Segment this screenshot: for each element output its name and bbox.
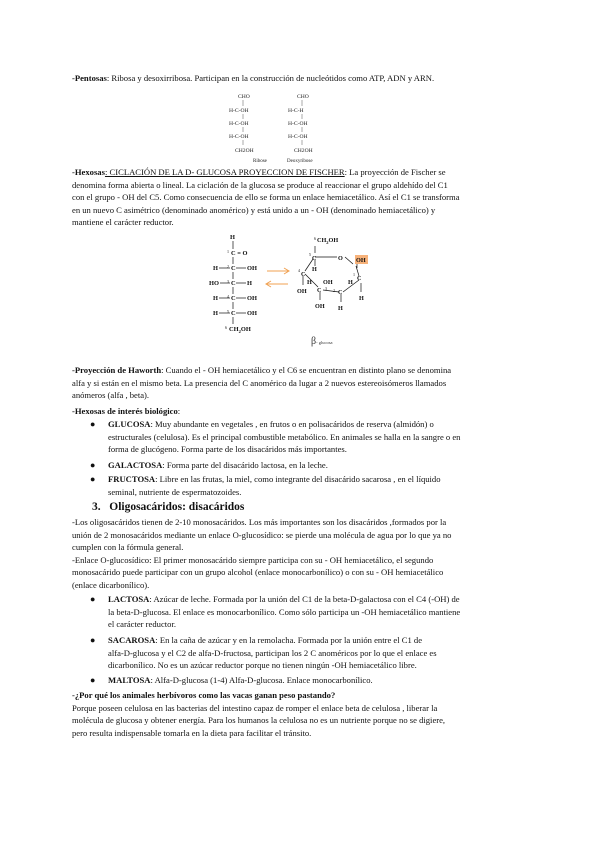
oligo-line-5: (enlace dicarbonílico).	[72, 579, 150, 590]
fischer-bottom-sub: 2	[238, 329, 241, 334]
sacarosa-line-0: : En la caña de azúcar y en la remolacha. Formada por la unión entre el C1 de	[155, 635, 423, 645]
haworth-line-0: : Cuando el - OH hemiacetálico y el C6 se encuentran en distinto plano se denomina	[161, 365, 452, 375]
ribose-line-0: CHO	[238, 94, 250, 100]
fischer-top-h: H	[230, 234, 235, 241]
fischer-num-2: 2	[227, 264, 229, 269]
list-item-maltosa	[108, 674, 524, 687]
fischer-row2-c: C	[231, 295, 236, 302]
glucosa-line-2: forma de glucógeno. Forma parte de los disacáridos más importantes.	[108, 444, 347, 454]
fischer-num-6: 6	[225, 325, 227, 330]
fischer-row1-right: H	[247, 280, 252, 287]
section-3-heading	[92, 500, 244, 514]
galactosa-term: GALACTOSA	[108, 460, 163, 470]
fructosa-line-0: : Libre en las frutas, la miel, como integrante del disacárido sacarosa , en el líquido	[155, 474, 441, 484]
fischer-bottom	[229, 326, 251, 334]
bullet-glucosa: ●	[90, 419, 96, 429]
deoxyribose-line-2: H-C-OH	[288, 121, 308, 127]
beta-glucose-label	[311, 336, 332, 347]
bullet-fructosa: ●	[90, 474, 96, 484]
haworth-paragraph	[72, 364, 532, 402]
ring-c2: C	[338, 289, 343, 296]
question-label: -¿Por qué los animales herbívoros como las vacas ganan peso pastando?	[72, 690, 336, 700]
ring-num-6: 6	[314, 236, 316, 241]
ring-num-2: 2	[333, 288, 335, 293]
lactosa-term: LACTOSA	[108, 594, 150, 604]
bullet-lactosa: ●	[90, 594, 96, 604]
ring-h-3: H	[359, 295, 364, 302]
lactosa-line-0: : Azúcar de leche. Formada por la unión del C1 de la beta-D-galactosa con el C4 (-OH) de	[149, 594, 460, 604]
lactosa-line-1: la beta-D-glucosa. El enlace es monocarbonílico. Como sólo participa un -OH hemiacetálico mantiene	[108, 606, 461, 617]
hexosas-interes-tail: :	[177, 406, 181, 416]
beta-word: - glucosa	[316, 340, 333, 345]
ring-h-4: H	[338, 305, 343, 312]
fructosa-line-1: seminal, nutriente de espermatozoides.	[108, 486, 242, 497]
bullet-maltosa: ●	[90, 675, 96, 685]
ring-num-3: 3	[325, 286, 327, 291]
hexosas-line-2: con el grupo - OH del C5. Como consecuencia de ello se forma un enlace hemiacetálico. Así el C1 se transforma	[72, 192, 460, 202]
hexosas-title: : CICLACIÓN DE LA D- GLUCOSA PROYECCION DE FISCHER	[104, 167, 345, 177]
hexosas-line-1: denomina forma abierta o lineal. La ciclación de la glucosa se produce al reaccionar el grupo aldehído del C1	[72, 179, 448, 190]
galactosa-line-0: : Forma parte del disacárido lactosa, en la leche.	[162, 460, 328, 470]
hexosas-label: -Hexosas	[72, 167, 105, 177]
list-item-glucosa	[108, 418, 524, 456]
fischer-row3-c: C	[231, 310, 236, 317]
oligo-line-3: -Enlace O-glucosídico: El primer monosacárido siempre participa con su - OH hemiacetálico, el segundo	[72, 554, 434, 565]
oligo-line-2: cumplen con la fórmula general.	[72, 542, 184, 552]
fischer-row2-left: H	[213, 295, 218, 302]
ring-oh-highlight-text: OH	[356, 257, 366, 264]
ring-oh-2: OH	[315, 303, 325, 310]
section-3-number: 3.	[92, 501, 101, 513]
fischer-num-3: 3	[227, 279, 229, 284]
ribose-deoxyribose-figure	[222, 90, 342, 170]
section-3-title: Oligosacáridos: disacáridos	[109, 501, 245, 513]
haworth-line-1: alfa y si están en el mismo beta. La presencia del C anomérico da lugar a 2 nuevos estereoisómeros llamados	[72, 377, 447, 388]
haworth-label: -Proyección de Haworth	[72, 365, 162, 375]
pentosas-label: -Pentosas	[72, 73, 107, 83]
oligosacaridos-paragraph	[72, 516, 532, 591]
ring-h-2: H	[348, 279, 353, 286]
bullet-galactosa: ●	[90, 460, 96, 470]
sacarosa-line-1: alfa-D-glucosa y el C2 de alfa-D-fructosa, participan los 2 C anoméricos por lo que el enlace es	[108, 647, 437, 658]
deoxyribose-line-3: H-C-OH	[288, 134, 308, 140]
ring-c1: C	[357, 275, 362, 282]
oligo-line-1: unión de 2 monosacáridos mediante un enlace O-glucosídico: se pierde una molécula de agua por lo que ya no	[72, 529, 452, 540]
ring-num-4: 4	[298, 268, 300, 273]
fischer-row0-left: H	[213, 265, 218, 272]
question-line-0: Porque poseen celulosa en las bacterias del intestino capaz de romper el enlace beta de celulosa , liberar la	[72, 702, 438, 713]
bullet-sacarosa: ●	[90, 635, 96, 645]
hexosas-paragraph	[72, 166, 532, 229]
oligo-line-0: -Los oligosacáridos tienen de 2-10 monosacáridos. Los más importantes son los disacáridos ,formados por la	[72, 517, 447, 527]
ring-c5: C	[312, 255, 317, 262]
hexosas-line-4: mantiene el carácter reductor.	[72, 217, 174, 227]
pentosas-text: : Ribosa y desoxirribosa. Participan en la construcción de nucleótidos como ATP, ADN y ARN.	[106, 73, 435, 83]
question-line-2: pero resulta indispensable tomarla en la dieta para facilitar el tránsito.	[72, 727, 312, 738]
fructosa-term: FRUCTOSA	[108, 474, 156, 484]
lactosa-line-2: el carácter reductor.	[108, 619, 176, 629]
fischer-row2-right: OH	[247, 295, 257, 302]
list-item-galactosa	[108, 459, 524, 472]
fischer-bottom-oh: OH	[240, 326, 251, 333]
deoxyribose-label: Deoxyribose	[287, 159, 313, 164]
ring-c4: C	[301, 271, 306, 278]
fischer-row1-left: HO	[209, 280, 219, 287]
sacarosa-line-2: dicarbonílico. No es un azúcar reductor porque no tienen ningún -OH hemiacetálico libre.	[108, 660, 417, 670]
ring-ch2oh-ch: CH	[317, 237, 327, 244]
ring-oh-0: OH	[297, 288, 307, 295]
fischer-row1-c: C	[231, 280, 236, 287]
fischer-bottom-ch: CH	[229, 326, 239, 333]
ring-ch2oh-oh: OH	[328, 237, 339, 244]
list-item-lactosa	[108, 593, 524, 631]
glucosa-line-1: estructurales (celulosa). Es el principal combustible metabólico. En animales se halla en la sangre o en	[108, 431, 461, 442]
oligo-line-4: monosacárido puede participar con un grupo alcohol (enlace monocarbonílico) o con su - OH hemiacetálico	[72, 567, 444, 577]
fischer-row3-right: OH	[247, 310, 257, 317]
haworth-line-2: anómeros (alfa , beta).	[72, 390, 150, 400]
pentosas-paragraph	[72, 72, 532, 85]
ring-oxygen: O	[338, 255, 343, 262]
hexosas-line-0: : La proyección de Fischer se	[344, 167, 446, 177]
fischer-c1: C = O	[231, 250, 248, 257]
ring-ch2oh-sub: 2	[326, 240, 329, 245]
ribose-line-3: H-C-OH	[229, 134, 249, 140]
ribose-line-1: H-C-OH	[229, 108, 249, 114]
ring-h-0: H	[312, 266, 317, 273]
ring-num-5: 5	[309, 252, 311, 257]
deoxyribose-line-0: CHO	[297, 94, 309, 100]
deoxyribose-line-1: H-C-H	[288, 108, 304, 114]
sacarosa-term: SACAROSA	[108, 635, 156, 645]
fischer-num-4: 4	[227, 294, 229, 299]
glucosa-line-0: : Muy abundante en vegetales , en frutos o en polisacáridos de reserva (almidón) o	[150, 419, 434, 429]
ribose-line-4: CH2OH	[235, 148, 254, 154]
fischer-num-5: 5	[227, 309, 229, 314]
glucosa-term: GLUCOSA	[108, 419, 151, 429]
glucose-cyclization-figure	[205, 230, 405, 350]
list-item-fructosa	[108, 473, 524, 498]
fischer-row0-c: C	[231, 265, 236, 272]
herbivores-question-paragraph	[72, 689, 532, 739]
fischer-num-1: 1	[227, 249, 229, 254]
maltosa-line-0: : Alfa-D-glucosa (1-4) Alfa-D-glucosa. Enlace monocarbonílico.	[150, 675, 373, 685]
ring-oh-1: OH	[323, 279, 333, 286]
beta-symbol: β	[311, 336, 317, 347]
ring-ch2oh	[317, 237, 338, 245]
deoxyribose-line-4: CH2OH	[294, 148, 313, 154]
maltosa-term: MALTOSA	[108, 675, 151, 685]
list-item-sacarosa	[108, 634, 524, 672]
hexosas-interes-label: -Hexosas de interés biológico	[72, 406, 178, 416]
fischer-row0-right: OH	[247, 265, 257, 272]
ribose-label: Ribose	[253, 159, 267, 164]
equilibrium-arrows	[266, 268, 289, 287]
question-line-1: molécula de glucosa y obtener energía. Para los humanos la celulosa no es un nutriente porque no se digiere,	[72, 715, 446, 725]
ring-num-1: 1	[353, 272, 355, 277]
ring-h-1: H	[307, 279, 312, 286]
ring-c3: C	[317, 287, 322, 294]
hexosas-interes-heading	[72, 405, 532, 418]
hexosas-line-3: en un nuevo C asimétrico (denominado anomérico) y está unido a un - OH (denominado hemiacetálico) y	[72, 204, 436, 215]
fischer-row3-left: H	[213, 310, 218, 317]
ribose-line-2: H-C-OH	[229, 121, 249, 127]
